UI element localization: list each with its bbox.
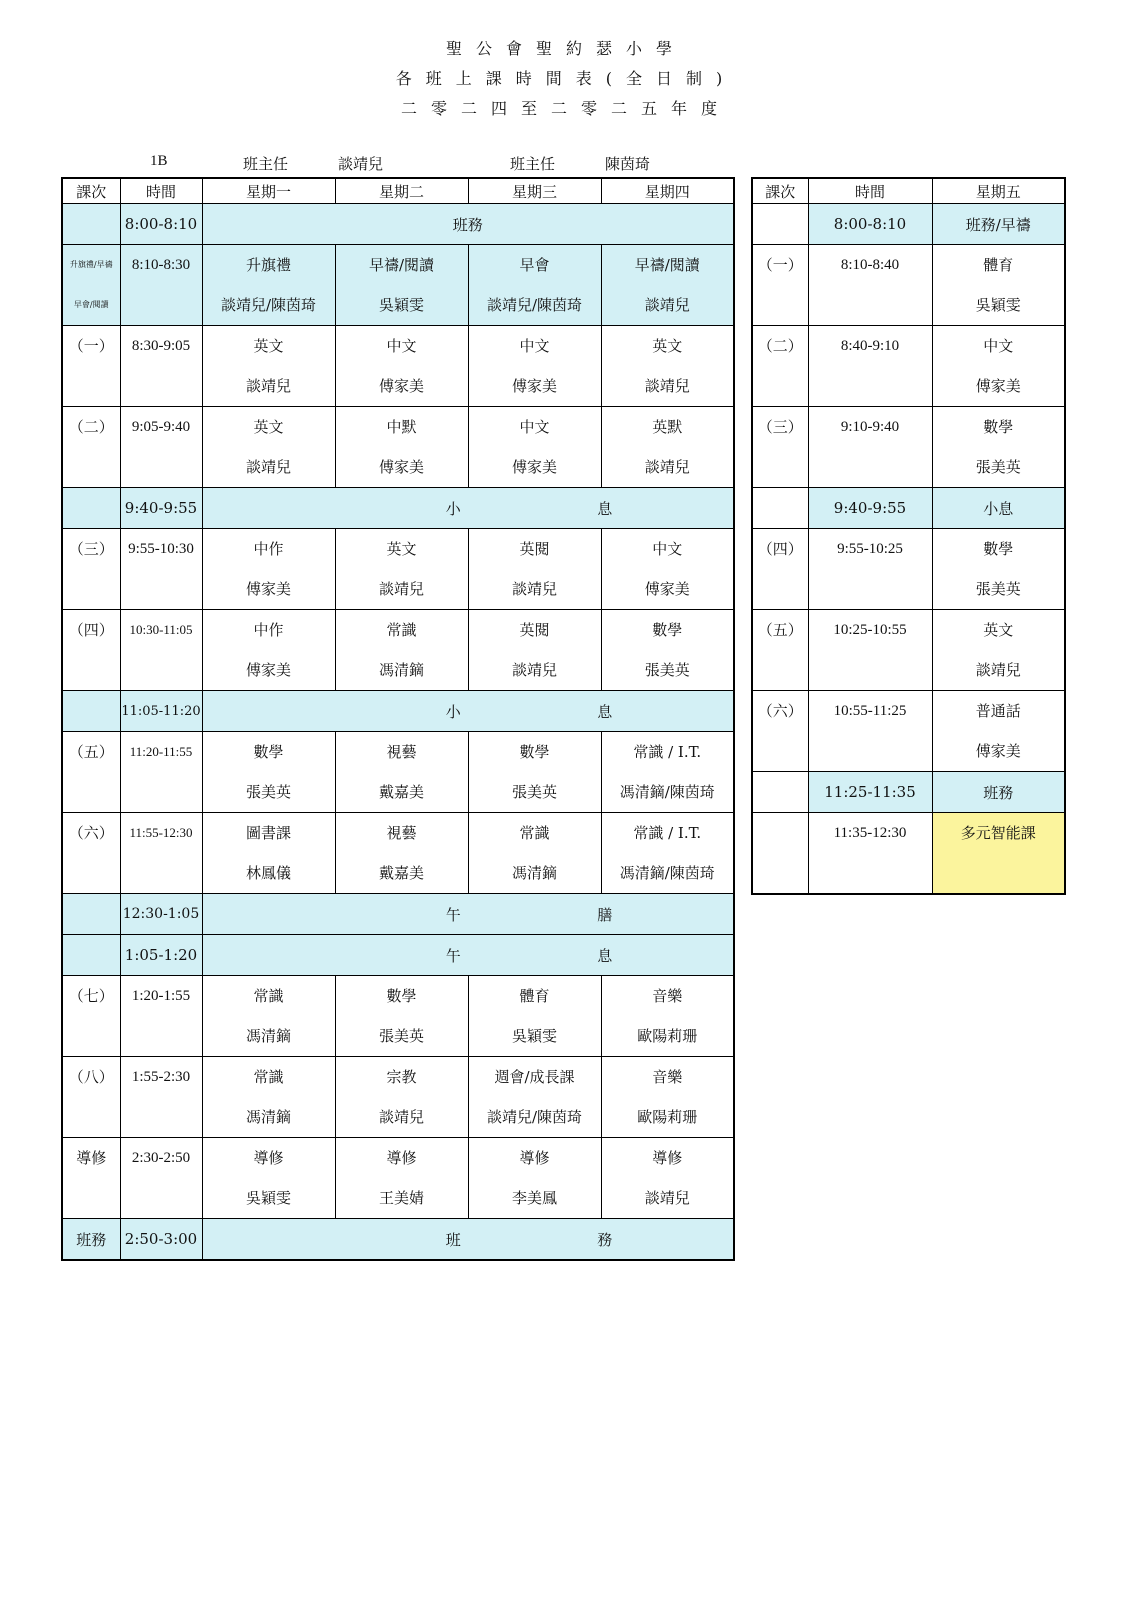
lesson-cell (335, 1138, 468, 1219)
subject: 視藝 (386, 743, 417, 761)
recess-char-2: 息 (597, 702, 613, 721)
lesson-cell (601, 1138, 734, 1219)
lesson-cell (601, 813, 734, 894)
subject: 英閱 (519, 540, 550, 558)
period-cell (752, 204, 808, 245)
lesson-cell (932, 245, 1065, 326)
teacher: 林鳳儀 (245, 864, 291, 882)
time-text: 10:30-11:05 (129, 622, 193, 637)
teacher-label-1: 班主任 (243, 155, 289, 173)
lesson-cell (601, 245, 734, 326)
lesson-cell (468, 407, 601, 488)
teacher: 談靖兒 (644, 377, 690, 395)
subject: 中文 (386, 337, 417, 355)
subject: 數學 (519, 743, 550, 761)
time-cell (808, 691, 932, 772)
subject: 中文 (519, 337, 550, 355)
period-cell (752, 691, 808, 772)
teacher: 吳穎雯 (975, 296, 1021, 314)
header-time: 時間 (120, 178, 202, 204)
subject: 宗教 (386, 1068, 417, 1086)
period-cell (62, 610, 120, 691)
class-duty-cell: 班務 (932, 772, 1065, 813)
teacher: 張美英 (511, 783, 557, 801)
subject: 英文 (253, 337, 284, 355)
lesson-cell (468, 245, 601, 326)
subject: 英文 (253, 418, 284, 436)
subject: 早禱/閱讀 (634, 256, 700, 274)
teacher: 馮清鏑 (245, 1108, 291, 1126)
period-cell (62, 813, 120, 894)
time-cell (120, 245, 202, 326)
lesson-cell (335, 813, 468, 894)
teacher: 談靖兒 (378, 1108, 424, 1126)
lesson-cell (335, 326, 468, 407)
header-monday: 星期一 (202, 178, 335, 204)
time-text: 10:55-11:25 (833, 703, 907, 719)
teacher: 談靖兒 (644, 296, 690, 314)
time-cell: 8:00-8:10 (120, 204, 202, 245)
school-year: 二零二四至二零二五年度 (400, 99, 731, 118)
time-cell: 9:40-9:55 (808, 488, 932, 529)
teacher: 馮清鏑/陳茵琦 (619, 783, 715, 801)
time-text: 10:25-10:55 (833, 622, 907, 638)
period-cell (62, 894, 120, 935)
subject: 常識 (386, 621, 417, 639)
teacher: 傅家美 (378, 458, 424, 476)
subject: 多元智能課 (960, 824, 1036, 842)
time-text: 9:55-10:30 (128, 541, 194, 557)
period-cell (62, 326, 120, 407)
teacher: 王美婧 (378, 1189, 424, 1207)
period-text: （二） (68, 418, 114, 436)
lesson-cell (932, 326, 1065, 407)
time-text: 2:30-2:50 (131, 1150, 191, 1166)
subject: 常識 (519, 824, 550, 842)
header-time: 時間 (808, 178, 932, 204)
teacher: 談靖兒/陳茵琦 (486, 1108, 583, 1126)
teacher: 談靖兒 (644, 1189, 690, 1207)
teacher: 談靖兒 (378, 580, 424, 598)
class-duty-row: 班務 (202, 204, 734, 245)
period-cell (62, 245, 120, 326)
header-period: 課次 (62, 178, 120, 204)
subject: 數學 (983, 418, 1014, 436)
subject: 中文 (652, 540, 683, 558)
header-wednesday: 星期三 (468, 178, 601, 204)
period-text: （六） (68, 824, 114, 842)
lesson-cell (202, 1057, 335, 1138)
time-cell: 12:30-1:05 (120, 894, 202, 935)
teacher: 傅家美 (511, 377, 557, 395)
subject: 數學 (253, 743, 284, 761)
period-cell (752, 610, 808, 691)
subject: 英文 (386, 540, 417, 558)
period-cell (752, 772, 808, 813)
lesson-cell (202, 732, 335, 813)
teacher: 傅家美 (511, 458, 557, 476)
lesson-cell (335, 1057, 468, 1138)
period-cell (62, 488, 120, 529)
lesson-cell (468, 610, 601, 691)
teacher: 談靖兒 (245, 458, 291, 476)
time-cell (120, 813, 202, 894)
subject: 早禱/閱讀 (368, 256, 435, 274)
time-cell (808, 326, 932, 407)
teacher: 傅家美 (975, 742, 1021, 760)
teacher: 張美英 (378, 1027, 424, 1045)
subject: 中默 (386, 418, 417, 436)
class-duty-row (202, 1219, 734, 1261)
time-cell (120, 407, 202, 488)
header-tuesday: 星期二 (335, 178, 468, 204)
period-cell (62, 204, 120, 245)
lesson-cell (202, 529, 335, 610)
lesson-cell (932, 691, 1065, 772)
teacher: 張美英 (644, 661, 690, 679)
lesson-cell (202, 245, 335, 326)
period-cell (752, 488, 808, 529)
lesson-cell (932, 407, 1065, 488)
teacher: 談靖兒/陳茵琦 (486, 296, 583, 314)
timetable-subtitle: 各班上課時間表(全日制) (395, 69, 737, 88)
header-thursday: 星期四 (601, 178, 734, 204)
lesson-cell (468, 1057, 601, 1138)
teacher-name-1: 談靖兒 (338, 155, 384, 173)
teacher: 傅家美 (245, 580, 291, 598)
period-cell (62, 732, 120, 813)
subject: 中文 (519, 418, 550, 436)
teacher: 張美英 (975, 580, 1021, 598)
period-text: （五） (757, 621, 803, 639)
time-cell (808, 529, 932, 610)
period-text: 導修 (76, 1149, 107, 1167)
lesson-cell (601, 529, 734, 610)
lesson-cell (202, 326, 335, 407)
time-cell: 11:25-11:35 (808, 772, 932, 813)
subject: 導修 (253, 1149, 284, 1167)
period-text: （一） (757, 256, 803, 274)
lunch-recess-char-1: 午 (445, 946, 461, 965)
period-text: （二） (757, 337, 803, 355)
lesson-cell (335, 610, 468, 691)
lesson-cell (601, 407, 734, 488)
subject: 數學 (386, 987, 417, 1005)
period-cell (62, 1057, 120, 1138)
teacher: 吳穎雯 (511, 1027, 557, 1045)
time-cell: 1:05-1:20 (120, 935, 202, 976)
period-cell (752, 529, 808, 610)
period-cell (62, 529, 120, 610)
class-duty-cell: 班務/早禱 (932, 204, 1065, 245)
time-text: 9:10-9:40 (840, 419, 900, 435)
teacher: 談靖兒 (975, 661, 1021, 679)
teacher: 張美英 (245, 783, 291, 801)
recess-row (202, 488, 734, 529)
school-name: 聖公會聖約瑟小學 (445, 39, 686, 58)
period-text: （七） (68, 987, 114, 1005)
period-cell (752, 326, 808, 407)
subject: 導修 (386, 1149, 417, 1167)
lesson-cell (202, 610, 335, 691)
period-cell (62, 407, 120, 488)
teacher: 戴嘉美 (378, 783, 424, 801)
period-cell (62, 1138, 120, 1219)
duty-char-2: 務 (597, 1230, 613, 1249)
time-cell: 2:50-3:00 (120, 1219, 202, 1261)
recess-row (202, 691, 734, 732)
header-friday: 星期五 (932, 178, 1065, 204)
teacher: 戴嘉美 (378, 864, 424, 882)
time-cell (120, 610, 202, 691)
subject: 英文 (983, 621, 1014, 639)
teacher: 馮清鏑/陳茵琦 (619, 864, 715, 882)
subject: 導修 (519, 1149, 550, 1167)
time-cell (120, 529, 202, 610)
teacher: 傅家美 (644, 580, 690, 598)
lesson-cell (335, 245, 468, 326)
time-cell (808, 610, 932, 691)
subject: 英文 (652, 337, 683, 355)
lunch-recess-row (202, 935, 734, 976)
teacher: 吳穎雯 (245, 1189, 291, 1207)
subject: 中作 (253, 621, 284, 639)
recess-char-2: 息 (597, 499, 613, 518)
time-text: 11:35-12:30 (833, 825, 907, 841)
time-text: 8:30-9:05 (131, 338, 191, 354)
teacher: 馮清鏑 (511, 864, 557, 882)
weekday-timetable (61, 177, 735, 1261)
subject: 升旗禮 (245, 256, 291, 274)
time-text: 8:10-8:30 (131, 257, 191, 273)
lesson-cell (601, 610, 734, 691)
lesson-cell (335, 407, 468, 488)
period-cell: 班務 (62, 1219, 120, 1261)
subject: 視藝 (386, 824, 417, 842)
teacher: 談靖兒 (511, 661, 557, 679)
teacher: 傅家美 (245, 661, 291, 679)
period-morning-label: 早會/閱讀 (73, 300, 109, 309)
period-text: （六） (757, 702, 803, 720)
subject: 圖書課 (245, 824, 291, 842)
period-text: （一） (68, 337, 114, 355)
subject: 中文 (983, 337, 1014, 355)
lunch-row (202, 894, 734, 935)
teacher: 吳穎雯 (378, 296, 424, 314)
subject: 早會 (519, 256, 550, 274)
lesson-cell (335, 976, 468, 1057)
lunch-char-2: 膳 (597, 905, 613, 924)
header-period: 課次 (752, 178, 808, 204)
teacher: 李美鳳 (511, 1189, 557, 1207)
subject: 常識 (253, 987, 284, 1005)
time-cell: 8:00-8:10 (808, 204, 932, 245)
time-text: 11:55-12:30 (129, 825, 193, 840)
lesson-cell (601, 732, 734, 813)
subject: 音樂 (652, 987, 683, 1005)
time-text: 1:55-2:30 (131, 1069, 191, 1085)
time-cell (808, 407, 932, 488)
duty-char-1: 班 (445, 1230, 461, 1249)
subject: 英默 (652, 418, 683, 436)
time-cell (120, 976, 202, 1057)
lesson-cell (468, 976, 601, 1057)
class-name: 1B (150, 153, 168, 169)
time-cell (120, 1057, 202, 1138)
lunch-recess-char-2: 息 (597, 946, 613, 965)
multiple-intelligence-cell (932, 813, 1065, 895)
teacher-label-2: 班主任 (510, 155, 556, 173)
subject: 常識 / I.T. (633, 824, 702, 842)
time-text: 1:20-1:55 (131, 988, 191, 1004)
subject: 導修 (652, 1149, 683, 1167)
lesson-cell (601, 1057, 734, 1138)
period-cell (752, 813, 808, 895)
time-cell (120, 1138, 202, 1219)
period-assembly-label: 升旗禮/早禱 (69, 260, 113, 269)
subject: 體育 (983, 256, 1014, 274)
subject: 中作 (253, 540, 284, 558)
time-text: 11:20-11:55 (129, 744, 193, 759)
period-cell (752, 407, 808, 488)
subject: 英閱 (519, 621, 550, 639)
period-cell (62, 976, 120, 1057)
time-cell (808, 813, 932, 895)
time-text: 9:55-10:25 (837, 541, 903, 557)
period-text: （五） (68, 743, 114, 761)
subject: 音樂 (652, 1068, 683, 1086)
period-text: （四） (757, 540, 803, 558)
lesson-cell (335, 529, 468, 610)
teacher: 歐陽莉珊 (637, 1027, 698, 1045)
time-cell (120, 326, 202, 407)
subject: 數學 (983, 540, 1014, 558)
teacher: 歐陽莉珊 (637, 1108, 698, 1126)
lesson-cell (202, 407, 335, 488)
recess-cell: 小息 (932, 488, 1065, 529)
period-cell (752, 245, 808, 326)
teacher: 馮清鏑 (245, 1027, 291, 1045)
period-text: （三） (68, 540, 114, 558)
lesson-cell (932, 529, 1065, 610)
lesson-cell (468, 1138, 601, 1219)
teacher: 張美英 (975, 458, 1021, 476)
subject: 數學 (652, 621, 683, 639)
subject: 週會/成長課 (494, 1068, 575, 1086)
lesson-cell (468, 326, 601, 407)
lunch-char-1: 午 (445, 905, 461, 924)
teacher: 傅家美 (975, 377, 1021, 395)
teacher: 馮清鏑 (378, 661, 424, 679)
period-text: （三） (757, 418, 803, 436)
period-text: （四） (68, 621, 114, 639)
teacher: 談靖兒 (644, 458, 690, 476)
time-text: 8:40-9:10 (840, 338, 900, 354)
lesson-cell (601, 976, 734, 1057)
period-cell (62, 691, 120, 732)
lesson-cell (202, 813, 335, 894)
recess-char-1: 小 (445, 499, 461, 518)
time-cell: 11:05-11:20 (120, 691, 202, 732)
time-cell (120, 732, 202, 813)
lesson-cell (468, 529, 601, 610)
lesson-cell (468, 813, 601, 894)
teacher: 談靖兒/陳茵琦 (220, 296, 317, 314)
lesson-cell (601, 326, 734, 407)
teacher: 談靖兒 (511, 580, 557, 598)
subject: 體育 (519, 987, 550, 1005)
subject: 普通話 (975, 702, 1021, 720)
period-cell (62, 935, 120, 976)
lesson-cell (202, 1138, 335, 1219)
subject: 常識 / I.T. (633, 743, 702, 761)
teacher-name-2: 陳茵琦 (605, 155, 651, 173)
lesson-cell (468, 732, 601, 813)
subject: 常識 (253, 1068, 284, 1086)
time-text: 9:05-9:40 (131, 419, 191, 435)
period-text: （八） (68, 1068, 114, 1086)
teacher: 傅家美 (378, 377, 424, 395)
time-cell (808, 245, 932, 326)
teacher: 談靖兒 (245, 377, 291, 395)
recess-char-1: 小 (445, 702, 461, 721)
lesson-cell (932, 610, 1065, 691)
lesson-cell (202, 976, 335, 1057)
lesson-cell (335, 732, 468, 813)
time-text: 8:10-8:40 (840, 257, 900, 273)
time-cell: 9:40-9:55 (120, 488, 202, 529)
friday-timetable (751, 177, 1066, 895)
